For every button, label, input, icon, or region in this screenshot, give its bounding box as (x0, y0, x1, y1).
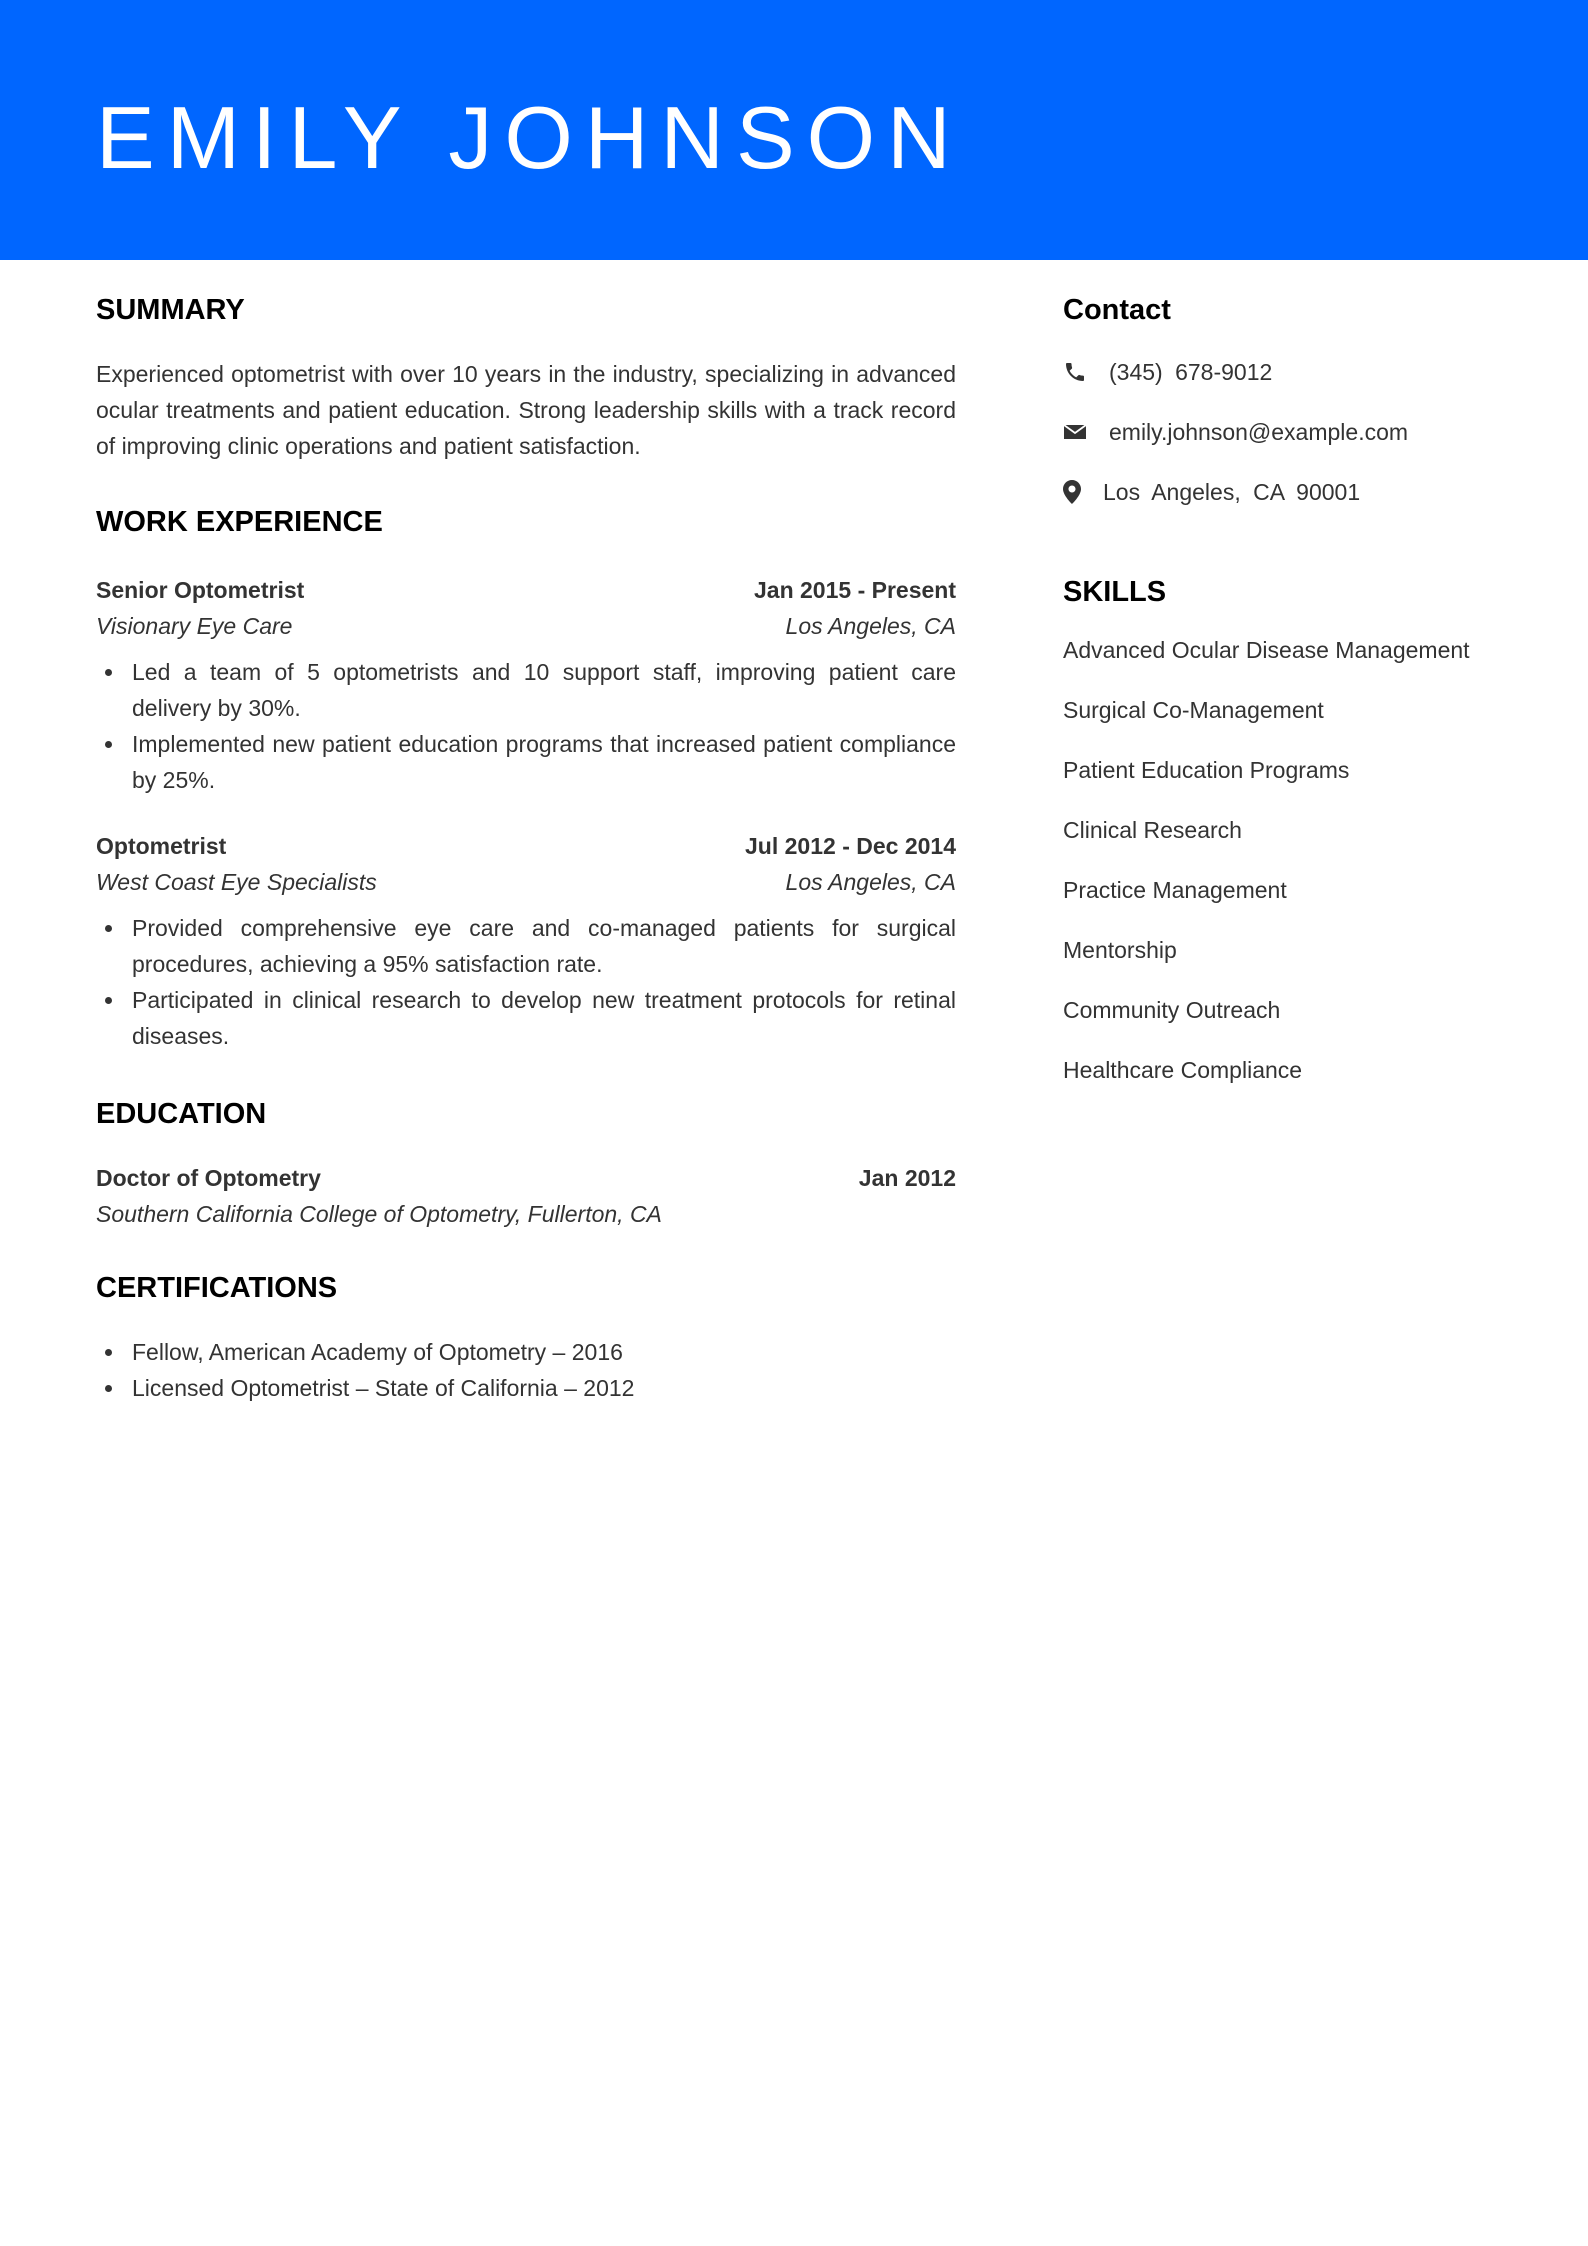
school: Southern California College of Optometry, Fullerton, CA (96, 1201, 662, 1227)
work-experience-title: WORK EXPERIENCE (96, 506, 383, 538)
job-dates: Jan 2015 - Present (753, 577, 956, 603)
candidate-name: EMILY JOHNSON (96, 88, 963, 187)
skill-item: Community Outreach (1063, 997, 1281, 1023)
job-company: Visionary Eye Care (96, 613, 293, 639)
job-role: Senior Optometrist (96, 577, 305, 603)
skill-item: Patient Education Programs (1063, 757, 1350, 783)
job-bullet: Led a team of 5 optometrists and 10 support staff, improving patient care delivery by 30%. (96, 654, 956, 726)
skill-item: Surgical Co-Management (1063, 697, 1324, 723)
email-text: emily.johnson@example.com (1109, 419, 1409, 445)
job-bullets (96, 910, 956, 1054)
phone-text: (345) 678-9012 (1109, 359, 1273, 385)
job-entry (96, 572, 956, 798)
degree: Doctor of Optometry (96, 1165, 321, 1191)
summary-section (96, 290, 956, 464)
contact-phone (1063, 354, 1503, 390)
contact-title: Contact (1063, 294, 1171, 326)
summary-title: SUMMARY (96, 294, 245, 326)
map-marker-icon (1063, 478, 1085, 506)
education-section (96, 1094, 956, 1232)
contact-location (1063, 474, 1503, 510)
work-experience-section (96, 502, 956, 1054)
job-role: Optometrist (96, 833, 227, 859)
job-bullet: Implemented new patient education programs that increased patient compliance by 25%. (96, 726, 956, 798)
envelope-icon (1063, 418, 1091, 446)
job-location: Los Angeles, CA (785, 869, 956, 895)
main-column (96, 290, 956, 1406)
contact-section (1063, 290, 1503, 510)
degree-date: Jan 2012 (858, 1165, 956, 1191)
skill-item: Clinical Research (1063, 817, 1242, 843)
sidebar-column (1063, 290, 1503, 1088)
certifications-list (96, 1334, 956, 1406)
job-bullets (96, 654, 956, 798)
skills-title: SKILLS (1063, 576, 1167, 608)
job-entry (96, 828, 956, 1054)
certifications-section (96, 1268, 956, 1406)
job-location: Los Angeles, CA (785, 613, 956, 639)
summary-text: Experienced optometrist with over 10 years in the industry, specializing in advanced ocular treatments and patient education. Strong leadership skills with a track record of improving clinic operations and patient satisfaction. (96, 361, 956, 459)
job-company: West Coast Eye Specialists (96, 869, 377, 895)
job-bullet: Provided comprehensive eye care and co-managed patients for surgical procedures, achieving a 95% satisfaction rate. (96, 910, 956, 982)
skill-item: Practice Management (1063, 877, 1287, 903)
contact-email (1063, 414, 1503, 450)
certifications-title: CERTIFICATIONS (96, 1272, 338, 1304)
skills-section (1063, 572, 1503, 1088)
phone-icon (1063, 358, 1091, 386)
job-dates: Jul 2012 - Dec 2014 (745, 833, 956, 859)
skill-item: Mentorship (1063, 937, 1177, 963)
skill-item: Advanced Ocular Disease Management (1063, 637, 1470, 663)
certification-item: Licensed Optometrist – State of California – 2012 (96, 1370, 956, 1406)
location-text: Los Angeles, CA 90001 (1103, 479, 1361, 505)
skill-item: Healthcare Compliance (1063, 1057, 1303, 1083)
certification-item: Fellow, American Academy of Optometry – 2016 (96, 1334, 956, 1370)
skills-list (1063, 632, 1503, 1088)
education-title: EDUCATION (96, 1098, 267, 1130)
header-banner (0, 0, 1588, 260)
job-bullet: Participated in clinical research to develop new treatment protocols for retinal diseases. (96, 982, 956, 1054)
